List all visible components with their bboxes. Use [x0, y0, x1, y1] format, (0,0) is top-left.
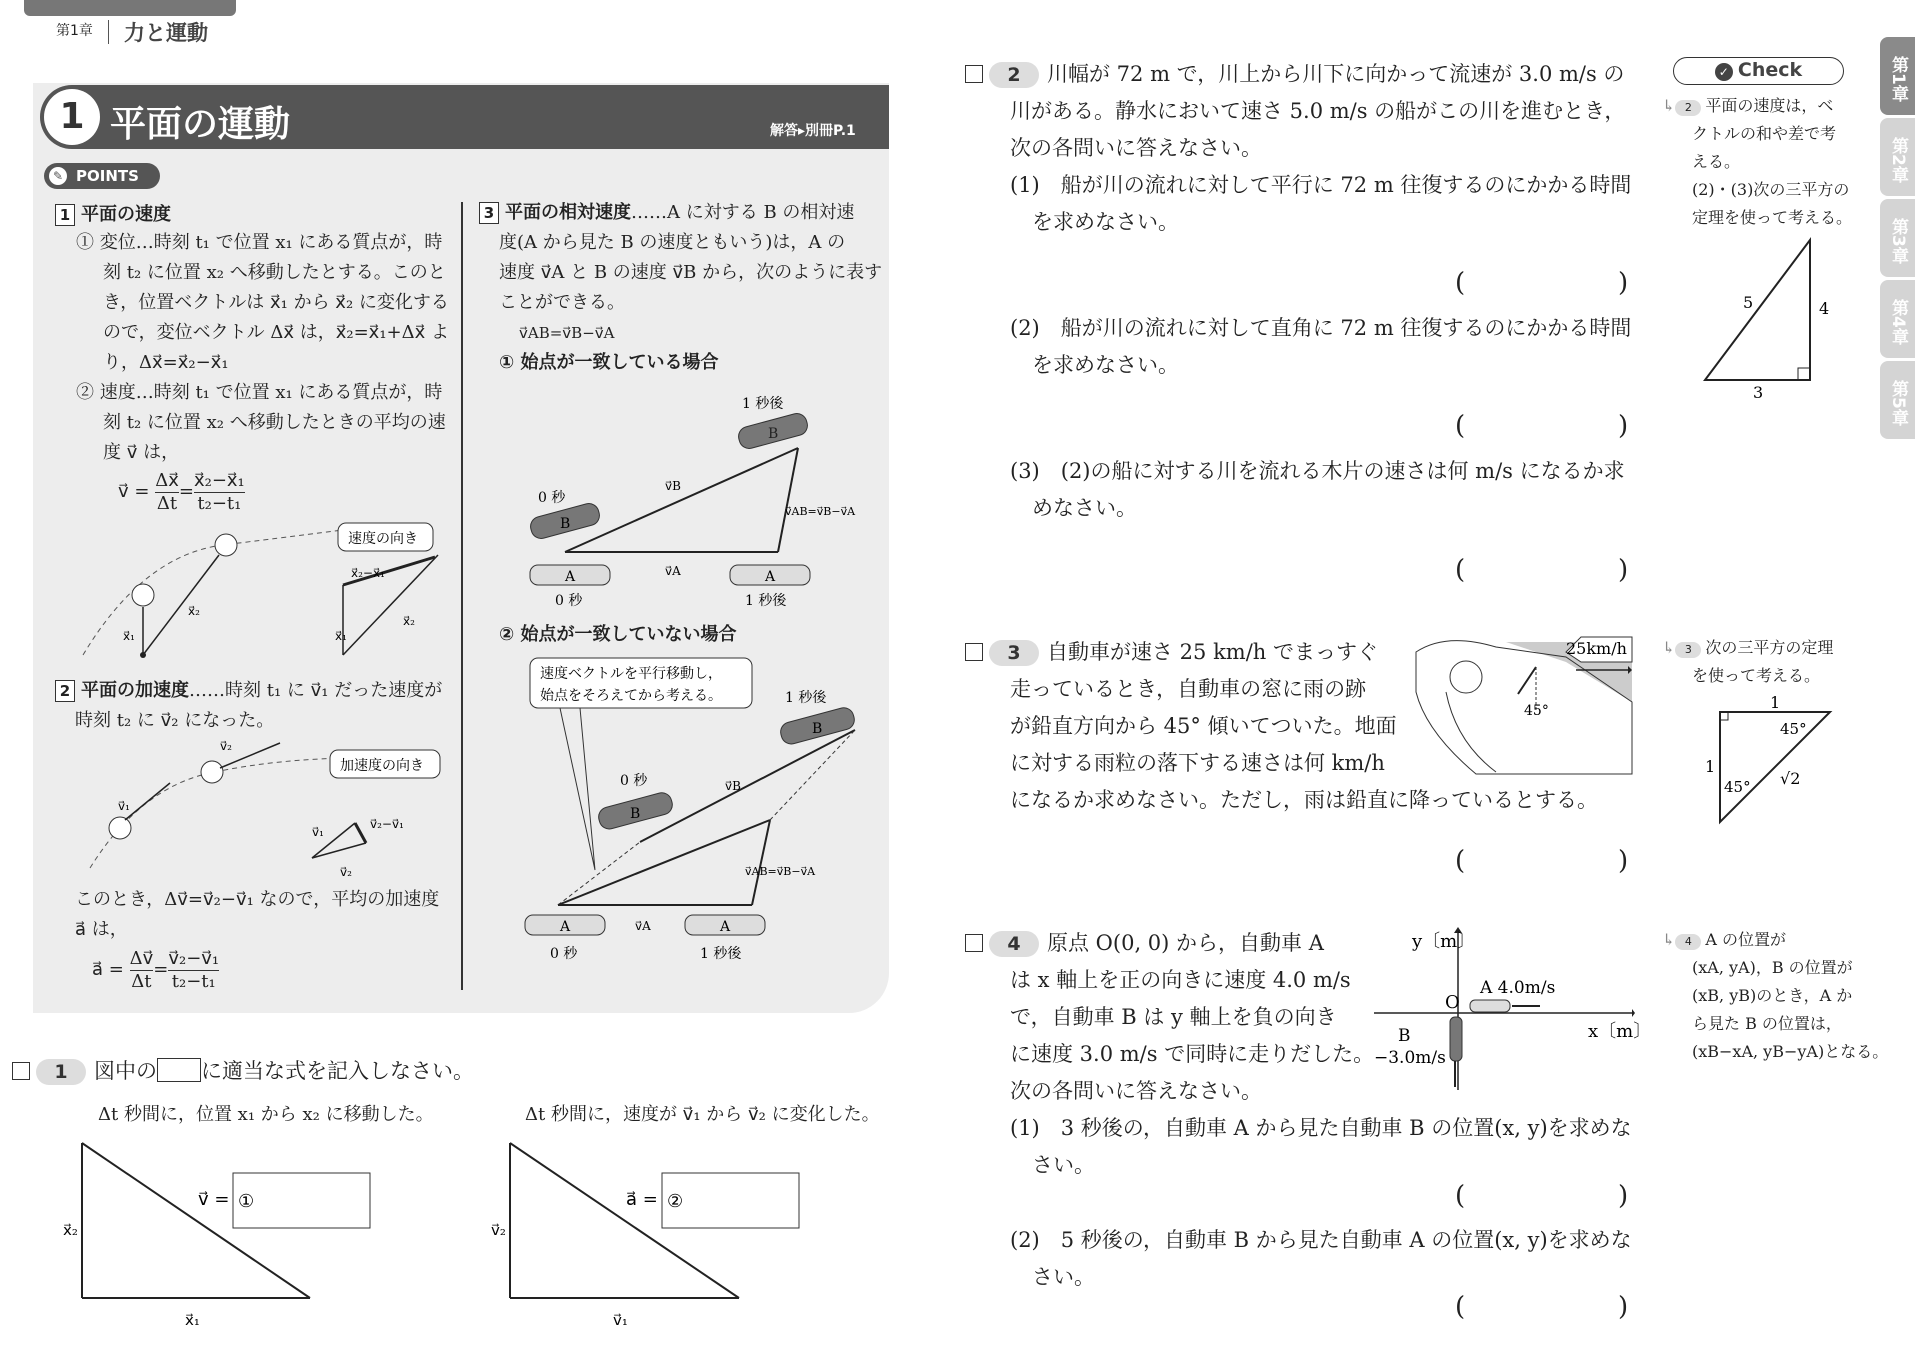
svg-text:3: 3	[1753, 383, 1764, 402]
q2-checkbox[interactable]	[965, 65, 983, 83]
relative-velocity-diagram-1	[520, 390, 880, 615]
svg-text:45°: 45°	[1724, 778, 1751, 796]
svg-text:x⃗₁: x⃗₁	[335, 629, 347, 643]
car-b-1s	[736, 411, 809, 450]
svg-text:加速度の向き: 加速度の向き	[340, 758, 424, 774]
svg-text:速度の向き: 速度の向き	[348, 531, 418, 547]
answer-blank-close: )	[1618, 846, 1629, 876]
chapter-tab-4[interactable]: 第4章	[1880, 280, 1915, 358]
svg-text:v⃗B: v⃗B	[665, 479, 681, 493]
svg-text:x⃗₂: x⃗₂	[403, 614, 415, 628]
point2-after: このとき，Δv⃗=v⃗₂−v⃗₁ なので，平均の加速度 a⃗ は，	[75, 889, 440, 940]
question-2-sub3: (3) (2)の船に対する川を流れる木片の速さは何 m/s になるか求 めなさい。	[1010, 459, 1625, 520]
svg-text:A: A	[565, 569, 576, 585]
answer-blank-open: (	[1455, 846, 1466, 876]
check-note-2: ↳ 2 平面の速度は，ベ クトルの和や差で考 える。 (2)・(3)次の三平方の 定理を使って考える。	[1662, 96, 1853, 227]
check-note-3: ↳ 3 次の三平方の定理 を使って考える。	[1662, 638, 1834, 685]
column-divider	[461, 202, 463, 990]
points-badge: POINTS	[44, 163, 160, 189]
answer-reference[interactable]: 解答▸別冊P.1	[770, 123, 856, 139]
svg-text:A: A	[765, 569, 776, 585]
svg-text:a⃗ =: a⃗ =	[626, 1189, 658, 1210]
chapter-tab-5[interactable]: 第5章	[1880, 361, 1915, 439]
svg-text:v⃗₂: v⃗₂	[220, 739, 232, 753]
svg-text:1 秒後: 1 秒後	[785, 690, 827, 706]
answer-blank-close: )	[1618, 1181, 1629, 1211]
svg-text:−3.0m/s: −3.0m/s	[1374, 1048, 1446, 1068]
q2-3-answer-field[interactable]	[1470, 555, 1620, 589]
svg-text:x⃗₂: x⃗₂	[63, 1221, 78, 1239]
q2-2-answer-field[interactable]	[1470, 411, 1620, 445]
triangle-3-4-5	[1695, 232, 1835, 402]
point2: 2 平面の加速度……時刻 t₁ に v⃗₁ だった速度が 時刻 t₂ に v⃗₂ になった。	[55, 676, 442, 736]
acceleration-formula: a⃗ = $\frac{\Delta v⃗}{\Delta t}$ = $\frac{\text{v⃗₂−v⃗₁}}{\text{t₂−t₁}}$	[92, 948, 220, 992]
chapter-tab-1[interactable]: 第1章	[1880, 37, 1915, 115]
q1-left-triangle	[55, 1135, 385, 1335]
svg-text:始点をそろえてから考える。: 始点をそろえてから考える。	[540, 688, 722, 704]
chapter-title: 力と運動	[124, 21, 208, 45]
car-a-1s	[730, 565, 810, 585]
chapter-tab-2[interactable]: 第2章	[1880, 118, 1915, 196]
check-badge: ✓ Check	[1673, 57, 1844, 85]
car-b-0s	[528, 501, 601, 540]
car-a	[1470, 1000, 1510, 1012]
svg-text:x〔m〕: x〔m〕	[1588, 1021, 1652, 1042]
point1-header: 1 平面の速度	[55, 200, 171, 226]
svg-text:0 秒: 0 秒	[550, 946, 578, 962]
svg-text:1: 1	[1770, 693, 1781, 712]
svg-text:√2: √2	[1780, 769, 1801, 788]
svg-text:①: ①	[238, 1191, 255, 1212]
check-note-4: ↳ 4 A の位置が (xA, yA)，B の位置が (xB, yB)のとき，A か ら見た B の位置は， (xB−xA, yB−yA)となる。	[1662, 930, 1889, 1061]
question-2-sub2: (2) 船が川の流れに対して直角に 72 m 往復するのにかかる時間 を求めなさい。	[1010, 316, 1632, 377]
q2-1-answer-field[interactable]	[1470, 268, 1620, 302]
point1-item1: ① 変位…時刻 t₁ で位置 x₁ にある質点が，時 刻 t₂ に位置 x₂ へ移動したとする。このと き，位置ベクトルは x⃗₁ から x⃗₂ に変化する ので，変位ベクトル Δx⃗ は，x⃗₂=x⃗₁+Δx⃗ よ り，Δx⃗=x⃗₂−x⃗₁	[76, 232, 450, 373]
passenger-head	[1450, 661, 1482, 693]
answer-blank-open: (	[1455, 1292, 1466, 1322]
svg-text:45°: 45°	[1524, 703, 1549, 719]
answer-blank-open: (	[1455, 268, 1466, 298]
point3: 3 平面の相対速度……A に対する B の相対速 度(A から見た B の速度ともいう)は，A の 速度 v⃗A と B の速度 v⃗B から，次のように表す ことができる。 v⃗AB=v⃗B−v⃗A ① 始点が一致している場合	[479, 198, 882, 378]
svg-text:②: ②	[667, 1191, 684, 1212]
q1-right-caption: Δt 秒間に，速度が v⃗₁ から v⃗₂ に変化した。	[525, 1104, 880, 1125]
svg-text:x⃗₂−x⃗₁: x⃗₂−x⃗₁	[351, 566, 385, 580]
svg-text:B: B	[812, 721, 823, 737]
svg-text:A 4.0m/s: A 4.0m/s	[1480, 978, 1556, 998]
svg-text:45°: 45°	[1780, 720, 1807, 738]
q4-1-answer-field[interactable]	[1470, 1181, 1620, 1215]
answer-blank-open: (	[1455, 1181, 1466, 1211]
svg-text:4: 4	[1819, 299, 1830, 318]
top-tab-decoration	[24, 0, 236, 16]
svg-text:v⃗₂−v⃗₁: v⃗₂−v⃗₁	[370, 817, 404, 831]
svg-text:0 秒: 0 秒	[620, 773, 648, 789]
svg-text:A: A	[560, 919, 571, 935]
q3-answer-field[interactable]	[1470, 846, 1620, 880]
svg-text:v⃗AB=v⃗B−v⃗A: v⃗AB=v⃗B−v⃗A	[785, 505, 856, 518]
car-b	[1450, 1017, 1462, 1061]
svg-text:v⃗₁: v⃗₁	[312, 825, 324, 839]
svg-text:0 秒: 0 秒	[555, 593, 583, 609]
svg-text:1 秒後: 1 秒後	[700, 946, 742, 962]
svg-text:v⃗A: v⃗A	[635, 919, 651, 933]
svg-text:x⃗₁: x⃗₁	[185, 1311, 200, 1329]
velocity-formula: v⃗ = $\frac{\Delta x⃗}{\Delta t}$ = $\frac{\text{x⃗₂−x⃗₁}}{\text{t₂−t₁}}$	[118, 470, 245, 514]
section-number: 1	[44, 89, 100, 145]
svg-text:x⃗₂: x⃗₂	[188, 604, 200, 618]
header-divider	[108, 20, 109, 44]
q1-left-caption: Δt 秒間に，位置 x₁ から x₂ に移動した。	[98, 1104, 434, 1125]
svg-text:1: 1	[1705, 757, 1716, 776]
svg-text:B: B	[630, 806, 641, 822]
q1-right-triangle	[483, 1135, 813, 1335]
svg-text:v⃗AB=v⃗B−v⃗A: v⃗AB=v⃗B−v⃗A	[745, 865, 816, 878]
svg-text:O: O	[1445, 992, 1460, 1013]
svg-text:v⃗₁: v⃗₁	[118, 799, 130, 813]
svg-text:1 秒後: 1 秒後	[742, 396, 784, 412]
pencil-icon: ✎	[49, 167, 67, 185]
svg-text:B: B	[560, 516, 571, 532]
question-3: 3 自動車が速さ 25 km/h でまっすぐ 走っているとき，自動車の窓に雨の跡 が鉛直方向から 45° 傾いてついた。地面 に対する雨粒の落下する速さは何 km/h になるか求めなさい。ただし，雨は鉛直に降っているとする。	[965, 634, 1598, 819]
answer-blank-close: )	[1618, 268, 1629, 298]
svg-text:0 秒: 0 秒	[538, 490, 566, 506]
svg-text:v⃗B: v⃗B	[725, 779, 741, 793]
checkmark-icon: ✓	[1715, 63, 1733, 81]
q4-coordinate-graph	[1370, 925, 1652, 1095]
particle-1	[132, 584, 154, 606]
question-4-sub2: (2) 5 秒後の，自動車 B から見た自動車 A の位置(x, y)を求めな さい。	[1010, 1228, 1632, 1289]
q3-checkbox[interactable]	[965, 643, 983, 661]
triangle-45-45-90	[1700, 692, 1845, 827]
answer-blank-close: )	[1618, 555, 1629, 585]
svg-text:25km/h: 25km/h	[1566, 639, 1627, 658]
q4-checkbox[interactable]	[965, 934, 983, 952]
svg-text:5: 5	[1743, 293, 1754, 312]
q1-checkbox[interactable]	[12, 1062, 30, 1080]
answer-blank-close: )	[1618, 1292, 1629, 1322]
svg-text:A: A	[720, 919, 731, 935]
velocity-diagram	[73, 515, 463, 665]
svg-text:B: B	[768, 426, 779, 442]
rain-car-illustration	[1416, 632, 1632, 774]
acceleration-diagram	[80, 728, 460, 878]
car-a-0s	[530, 565, 610, 585]
question-1: 1 図中の に適当な式を記入しなさい。	[12, 1055, 474, 1085]
chapter-label: 第1章	[56, 23, 93, 39]
question-2: 2 川幅が 72 m で，川上から川下に向かって流速が 3.0 m/s の 川がある。静水において速さ 5.0 m/s の船がこの川を進むとき， 次の各問いに答えなさい。 (1) 船が川の流れに対して平行に 72 m 往復するのにかかる時間 を求めなさい。	[965, 56, 1631, 241]
svg-text:v⃗A: v⃗A	[665, 564, 681, 578]
section-title: 平面の運動	[110, 104, 291, 145]
svg-text:v⃗₂: v⃗₂	[340, 865, 352, 879]
answer-blank-open: (	[1455, 555, 1466, 585]
svg-text:v⃗₂: v⃗₂	[491, 1221, 506, 1239]
svg-text:v⃗ =: v⃗ =	[198, 1189, 230, 1210]
svg-text:B: B	[1398, 1026, 1411, 1046]
svg-text:1 秒後: 1 秒後	[745, 593, 787, 609]
svg-text:x⃗₁: x⃗₁	[123, 629, 135, 643]
q4-2-answer-field[interactable]	[1470, 1292, 1620, 1326]
svg-text:速度ベクトルを平行移動し，: 速度ベクトルを平行移動し，	[540, 666, 722, 682]
chapter-tab-3[interactable]: 第3章	[1880, 199, 1915, 277]
question-4: 4 原点 O(0, 0) から，自動車 A は x 軸上を正の向きに速度 4.0 m/s で，自動車 B は y 軸上を負の向き に速度 3.0 m/s で同時に走りだした。 次の各問いに答えなさい。 (1) 3 秒後の，自動車 A から見た自動車 B の位置(x, y)を求めな さい。	[965, 925, 1632, 1184]
point1-item2: ② 速度…時刻 t₁ で位置 x₁ にある質点が，時 刻 t₂ に位置 x₂ へ移動したときの平均の速 度 v⃗ は，	[76, 382, 446, 463]
case2-label: ② 始点が一致していない場合	[499, 624, 737, 645]
particle-2	[215, 534, 237, 556]
svg-text:y〔m〕: y〔m〕	[1412, 931, 1476, 952]
answer-blank-open: (	[1455, 411, 1466, 441]
svg-text:v⃗₁: v⃗₁	[613, 1311, 628, 1329]
answer-blank-close: )	[1618, 411, 1629, 441]
relative-velocity-diagram-2	[520, 650, 880, 970]
